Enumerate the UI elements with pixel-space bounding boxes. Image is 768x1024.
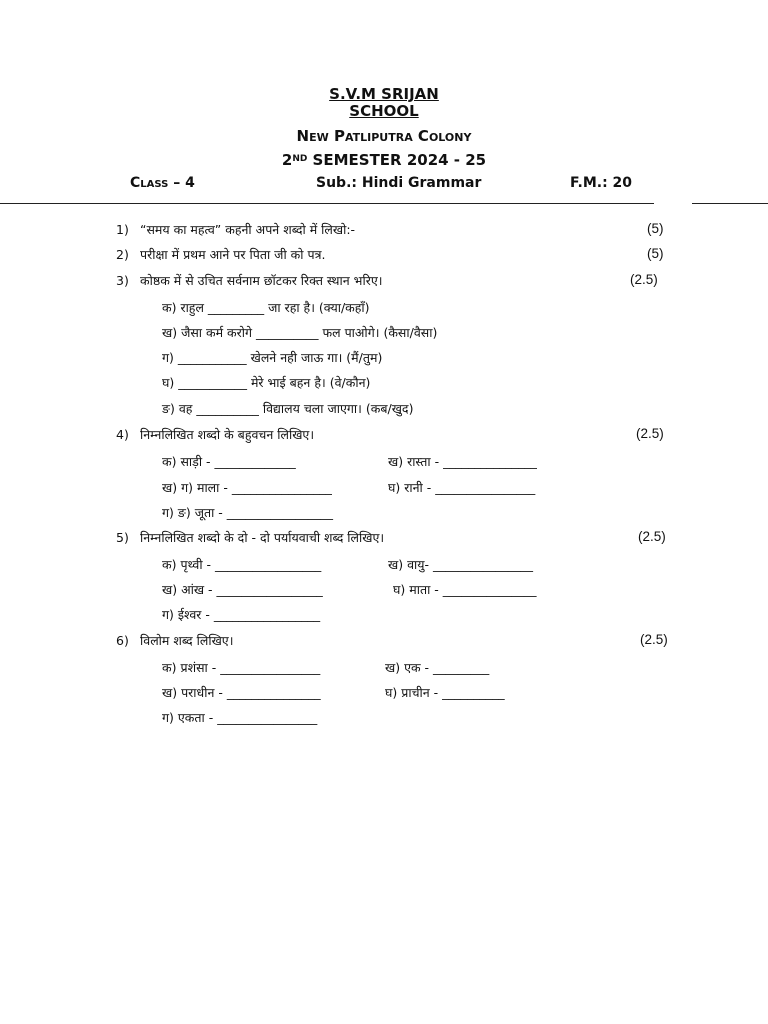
sub-item: ख) पराधीन - _______________ bbox=[162, 685, 321, 700]
question-2 bbox=[116, 246, 325, 263]
question-number: 1) bbox=[116, 222, 129, 237]
question-marks: (5) bbox=[647, 221, 664, 236]
school-name bbox=[0, 86, 768, 120]
question-text: कोष्ठक में से उचित सर्वनाम छॉटकर रिक्त स्थान भरिए। bbox=[140, 273, 383, 288]
question-text: विलोम शब्द लिखिए। bbox=[140, 633, 234, 648]
sub-item: क) राहुल _________ जा रहा है। (क्या/कहाँ) bbox=[162, 300, 370, 315]
question-1 bbox=[116, 221, 355, 238]
question-marks: (2.5) bbox=[640, 632, 668, 647]
school-address: New Patliputra Colony bbox=[296, 127, 472, 145]
sub-item: क) पृथ्वी - _________________ bbox=[162, 557, 322, 572]
sub-item: घ) प्राचीन - __________ bbox=[385, 685, 505, 700]
question-marks: (2.5) bbox=[638, 529, 666, 544]
sub-item: घ) ___________ मेरे भाई बहन है। (वे/कौन) bbox=[162, 375, 371, 390]
question-text: निम्नलिखित शब्दो के बहुवचन लिखिए। bbox=[140, 427, 315, 442]
question-number: 6) bbox=[116, 633, 129, 648]
question-number: 2) bbox=[116, 247, 129, 262]
question-5 bbox=[116, 529, 384, 546]
sub-item: क) साड़ी - _____________ bbox=[162, 454, 296, 469]
subject-label: Sub.: Hindi Grammar bbox=[316, 175, 482, 191]
school-name-line1: S.V.M SRIJAN bbox=[329, 85, 439, 103]
sub-item: ग) ईश्वर - _________________ bbox=[162, 607, 321, 622]
sub-item: ग) ङ) जूता - _________________ bbox=[162, 505, 334, 520]
question-marks: (2.5) bbox=[636, 426, 664, 441]
sub-item: ख) एक - _________ bbox=[385, 660, 490, 675]
sub-item: ख) ग) माला - ________________ bbox=[162, 480, 332, 495]
sub-item: ख) आंख - _________________ bbox=[162, 582, 323, 597]
semester-ordinal: 2 bbox=[281, 151, 293, 169]
full-marks-label: F.M.: 20 bbox=[570, 175, 633, 191]
header-divider-right bbox=[692, 203, 768, 204]
question-text: “समय का महत्व” कहनी अपने शब्दो में लिखो:- bbox=[140, 222, 356, 237]
sub-item: ख) जैसा कर्म करोगे __________ फल पाओगे। (कैसा/वैसा) bbox=[162, 325, 438, 340]
sub-item: घ) माता - _______________ bbox=[393, 582, 537, 597]
header-divider bbox=[0, 203, 654, 204]
sub-item: ख) वायु- ________________ bbox=[388, 557, 533, 572]
question-text: परीक्षा में प्रथम आने पर पिता जी को पत्र. bbox=[140, 247, 326, 262]
semester-suffix: ND bbox=[292, 154, 308, 164]
question-6 bbox=[116, 632, 233, 649]
question-marks: (2.5) bbox=[630, 272, 658, 287]
class-label: Class – 4 bbox=[130, 175, 195, 191]
sub-item: ग) ___________ खेलने नही जाऊ गा। (मैं/तुम) bbox=[162, 350, 383, 365]
semester-title bbox=[0, 151, 768, 169]
school-name-line2: SCHOOL bbox=[349, 102, 419, 120]
sub-item: घ) रानी - ________________ bbox=[388, 480, 536, 495]
question-number: 5) bbox=[116, 530, 129, 545]
question-number: 3) bbox=[116, 273, 129, 288]
sub-item: ग) एकता - ________________ bbox=[162, 710, 318, 725]
question-3 bbox=[116, 272, 382, 289]
question-text: निम्नलिखित शब्दो के दो - दो पर्यायवाची शब्द लिखिए। bbox=[140, 530, 385, 545]
sub-item: ङ) वह __________ विद्यालय चला जाएगा। (कब/खुद) bbox=[162, 401, 414, 416]
question-marks: (5) bbox=[647, 246, 664, 261]
sub-item: ख) रास्ता - _______________ bbox=[388, 454, 537, 469]
question-number: 4) bbox=[116, 427, 129, 442]
semester-rest: SEMESTER 2024 - 25 bbox=[307, 151, 487, 169]
sub-item: क) प्रशंसा - ________________ bbox=[162, 660, 321, 675]
question-4 bbox=[116, 426, 314, 443]
